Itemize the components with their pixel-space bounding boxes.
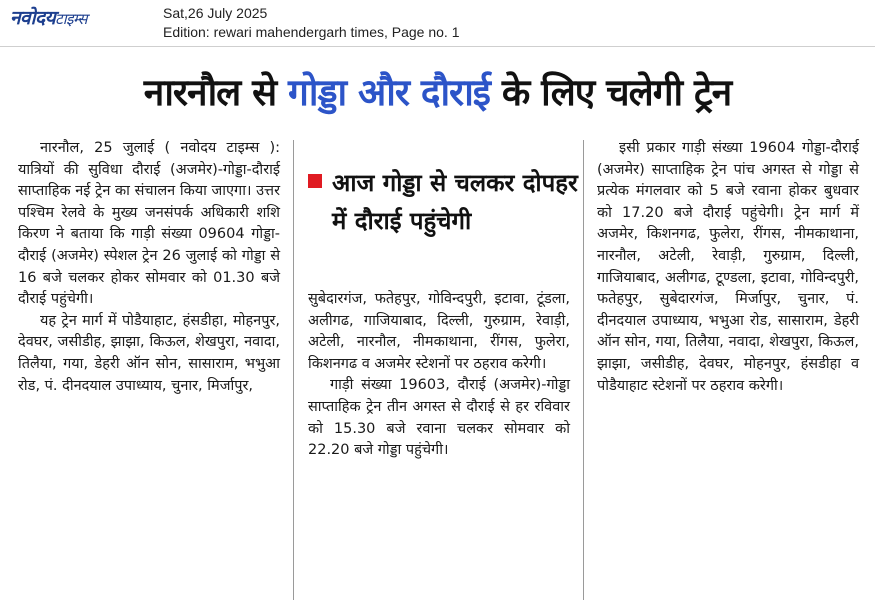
article-column-1 <box>18 138 280 397</box>
col2-paragraph-1: सुबेदारगंज, फतेहपुर, गोविन्दपुरी, इटावा, टूंडला, अलीगढ, गाजियाबाद, दिल्ली, गुरुग्राम, रेवाड़ी, अटेली, नारनौल, नीमकाथाना, रींगस, फुलेरा, किशनगढ व अजमेर स्टेशनों पर ठहराव करेगी। <box>308 291 570 372</box>
logo-sub: टाइम्स <box>55 10 87 28</box>
top-bar <box>0 0 875 47</box>
col1-paragraph-1: नारनौल, 25 जुलाई ( नवोदय टाइम्स ): यात्रियों की सुविधा दौराई (अजमेर)-गोड्डा-दौराई साप्ताहिक नई ट्रेन का संचालन किया जाएगा। उत्तर पश्चिम रेलवे के मुख्य जनसंपर्क अधिकारी शशि किरण ने बताया कि गाड़ी संख्या 09604 गोड्डा- दौराई (अजमेर) स्पेशल ट्रेन 26 जुलाई को गोड्डा से 16 बजे चलकर होकर सोमवार को 01.30 बजे दौराई पहुंचेगी। <box>18 140 280 308</box>
headline-part-3: के लिए चलेगी ट्रेन <box>489 71 732 114</box>
logo-main: नवोदय <box>10 7 56 29</box>
col2-paragraph-2: गाड़ी संख्या 19603, दौराई (अजमेर)-गोड्डा साप्ताहिक ट्रेन तीन अगस्त से दौराई से हर रविवार को 15.30 बजे रवाना चलकर सोमवार को 22.20 बजे गोड्डा पहुंचेगी। <box>308 377 570 459</box>
edition-info: Edition: rewari mahendergarh times, Page no. 1 <box>163 24 460 40</box>
column-divider-1 <box>293 140 294 600</box>
subheading-marker-icon <box>308 174 322 188</box>
article-column-2 <box>308 289 570 462</box>
edition-meta <box>163 4 460 42</box>
headline-highlight: गोड्डा और दौराई <box>288 71 490 114</box>
column-divider-2 <box>583 140 584 600</box>
col1-paragraph-2: यह ट्रेन मार्ग में पोडैयाहाट, हंसडीहा, मोहनपुर, देवघर, जसीडीह, झाझा, किऊल, शेखपुरा, नवादा, तिलैया, गया, डेहरी ऑन सोन, सासाराम, भभुआ रोड, पं. दीनदयाल उपाध्याय, चुनार, मिर्जापुर, <box>18 312 280 394</box>
subheading-text: आज गोड्डा से चलकर दोपहर में दौराई पहुंचेगी <box>332 169 578 235</box>
publish-date: Sat,26 July 2025 <box>163 5 268 21</box>
article-headline <box>0 70 875 116</box>
article-column-3 <box>597 138 859 397</box>
headline-part-1: नारनौल से <box>143 71 289 114</box>
newspaper-logo[interactable] <box>10 6 87 31</box>
col3-paragraph-1: इसी प्रकार गाड़ी संख्या 19604 गोड्डा-दौराई (अजमेर) साप्ताहिक ट्रेन पांच अगस्त से गोड्डा से प्रत्येक मंगलवार को 5 बजे रवाना होकर बुधवार को 17.20 बजे दौराई पहुंचेगी। ट्रेन मार्ग में अजमेर, किशनगढ, फुलेरा, रींगस, नीमकाथाना, नारनौल, अटेली, रेवाड़ी, गुरुग्राम, दिल्ली, गाजियाबाद, अलीगढ, टूण्डला, इटावा, गोविन्दपुरी, फतेहपुर, सुबेदारगंज, मिर्जापुर, चुनार, पं. दीनदयाल उपाध्याय, भभुआ रोड, सासाराम, डेहरी ऑन सोन, गया, तिलैया, नवादा, शेखपुरा, किऊल, झाझा, जसीडीह, देवघर, मोहनपुर, हंसडीहा व पोडैयाहाट स्टेशनों पर ठहराव करेगी। <box>597 140 859 394</box>
